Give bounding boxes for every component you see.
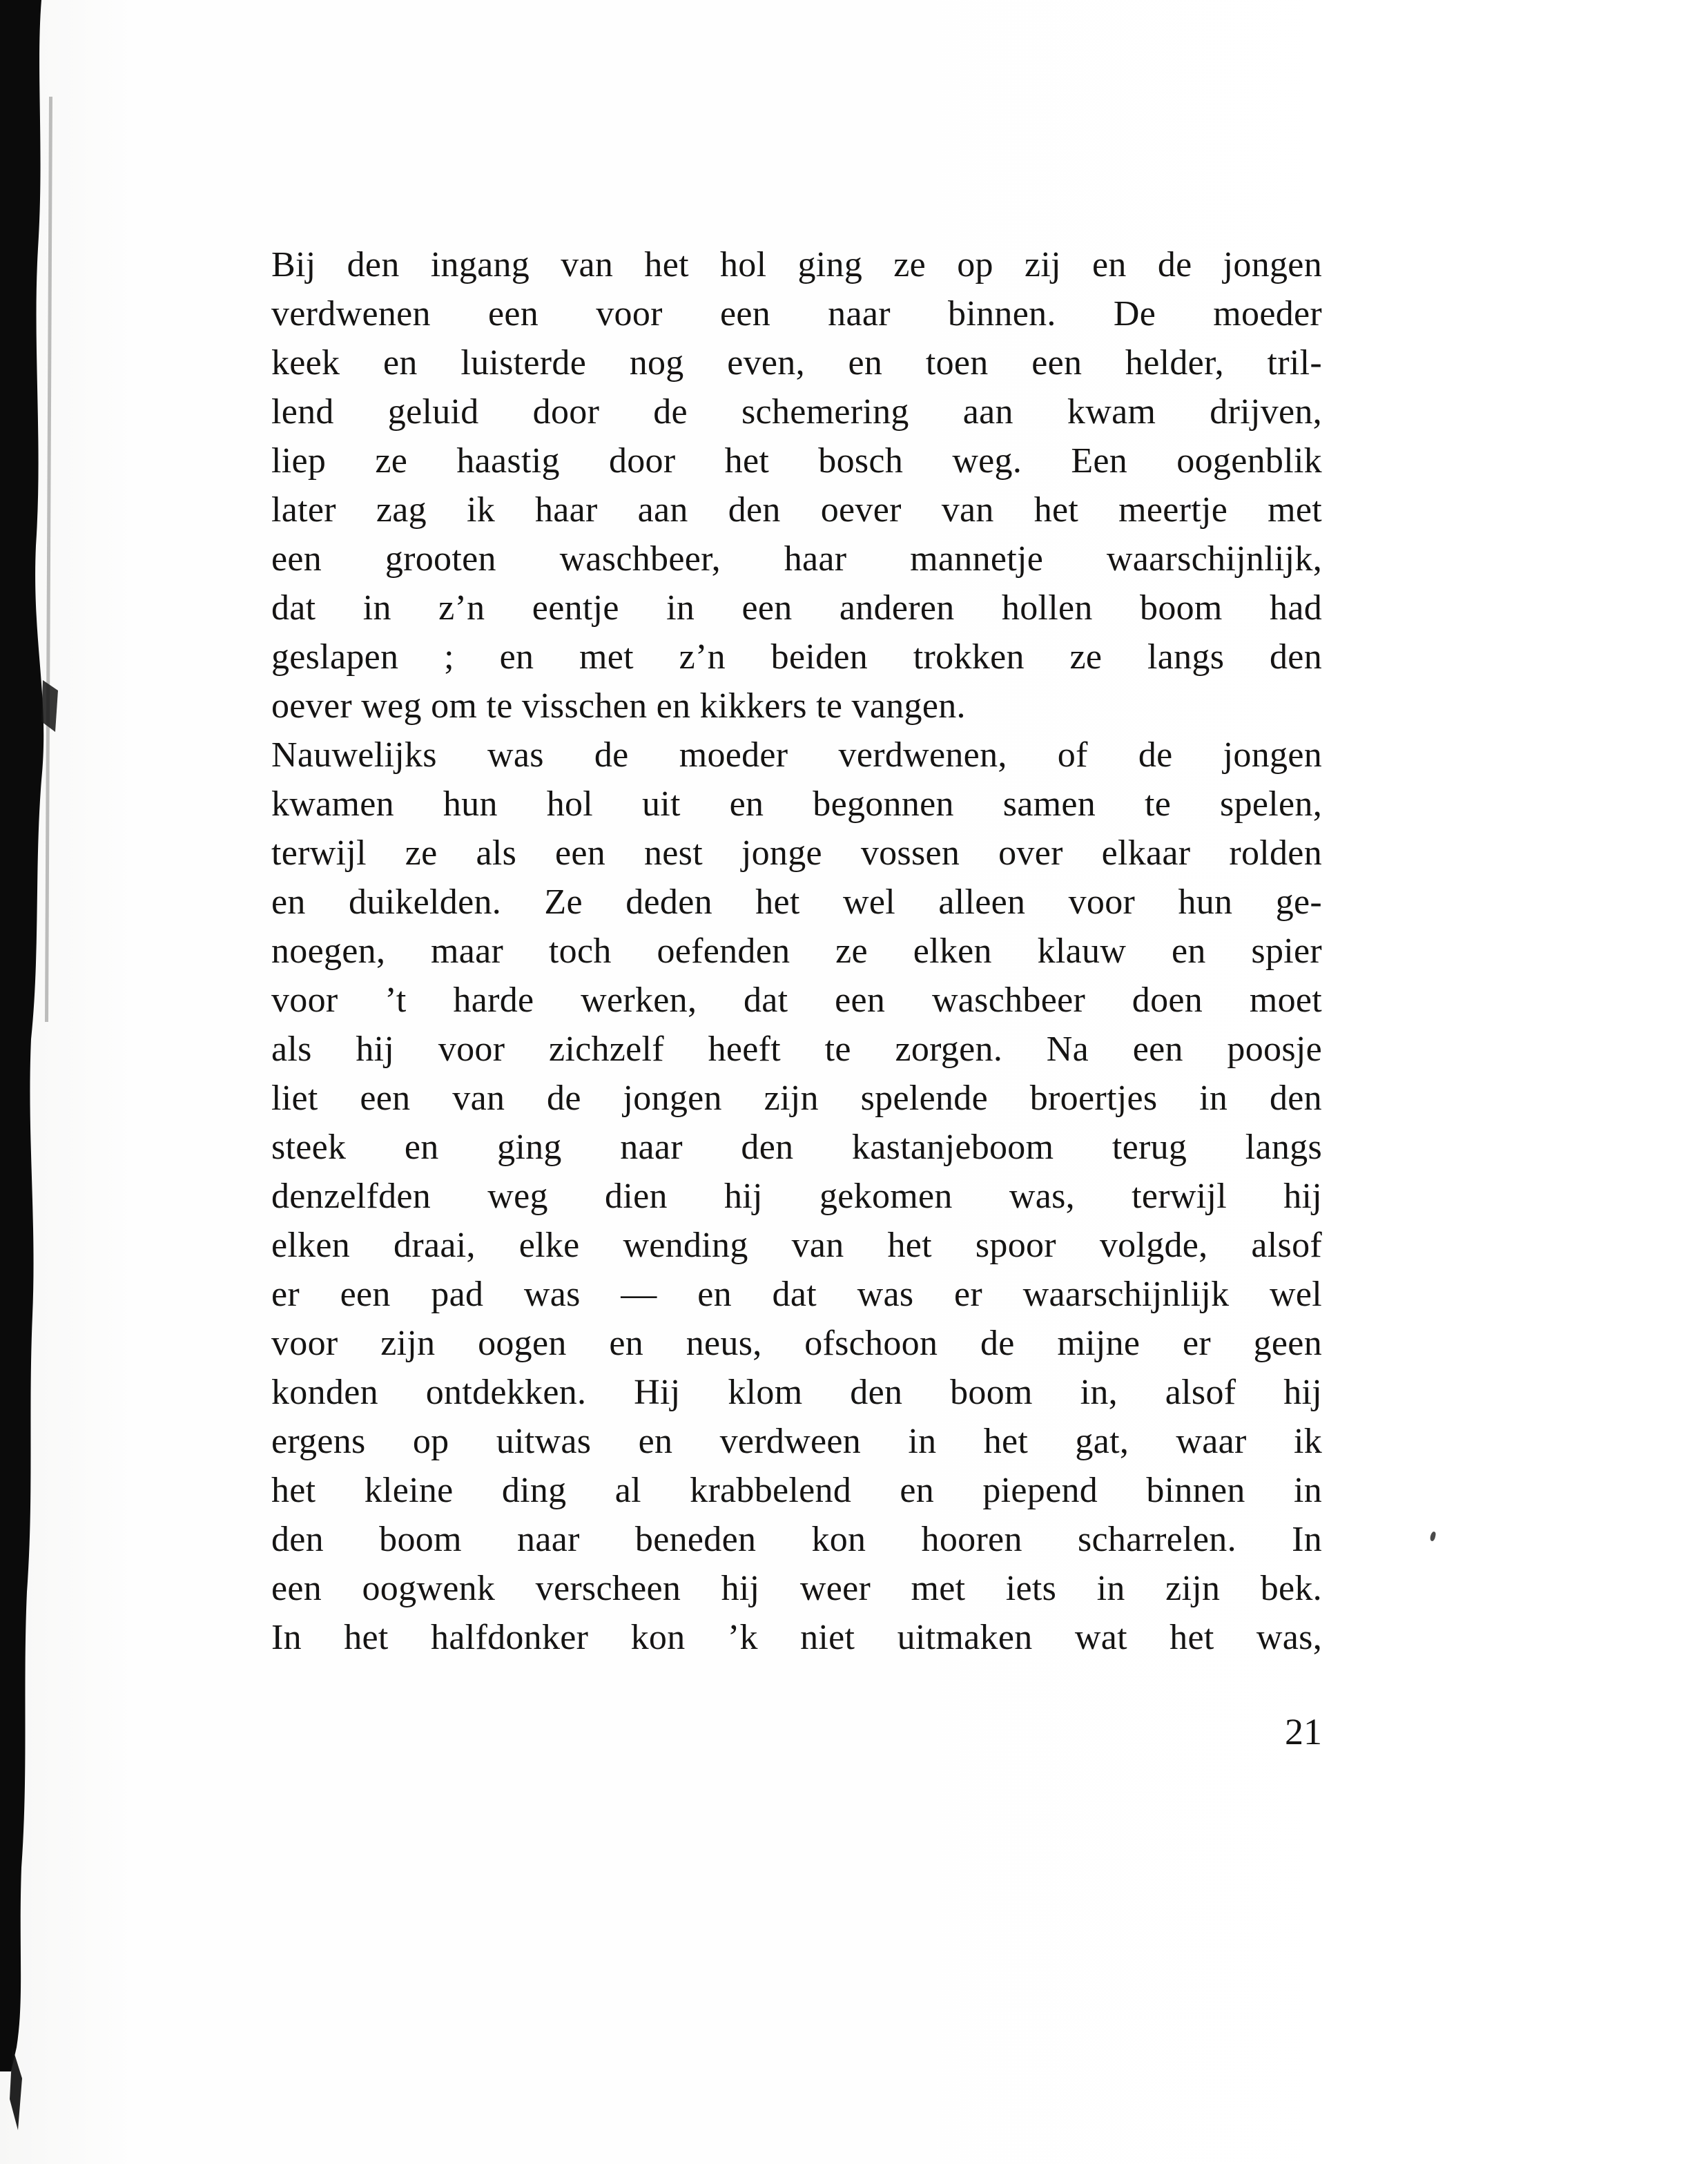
binding-shadow-strip <box>0 0 97 2164</box>
text-line: voor zijn oogen en neus, ofschoon de mijne er geen <box>271 1324 1322 1363</box>
text-line: konden ontdekken. Hij klom den boom in, alsof hij <box>271 1373 1322 1412</box>
text-line: kwamen hun hol uit en begonnen samen te spelen, <box>271 784 1322 824</box>
text-line: een oogwenk verscheen hij weer met iets in zijn bek. <box>271 1569 1322 1608</box>
text-line: geslapen ; en met z’n beiden trokken ze langs den <box>271 637 1322 677</box>
body-text <box>271 240 1322 1662</box>
text-line: voor ’t harde werken, dat een waschbeer doen moet <box>271 980 1322 1020</box>
text-line: een grooten waschbeer, haar mannetje waarschijnlijk, <box>271 539 1322 579</box>
text-line: Bij den ingang van het hol ging ze op zij en de jongen <box>271 245 1322 284</box>
text-line: oever weg om te visschen en kikkers te vangen. <box>271 686 966 726</box>
text-line: dat in z’n eentje in een anderen hollen boom had <box>271 588 1322 628</box>
text-line: In het halfdonker kon ’k niet uitmaken wat het was, <box>271 1618 1322 1657</box>
page-number: 21 <box>1285 1711 1322 1752</box>
text-line: keek en luisterde nog even, en toen een helder, tril- <box>271 343 1322 383</box>
text-line: terwijl ze als een nest jonge vossen over elkaar rolden <box>271 833 1322 873</box>
text-line: later zag ik haar aan den oever van het meertje met <box>271 490 1322 530</box>
text-line: het kleine ding al krabbelend en piepend binnen in <box>271 1471 1322 1510</box>
text-line: noegen, maar toch oefenden ze elken klauw en spier <box>271 931 1322 971</box>
text-line: en duikelden. Ze deden het wel alleen voor hun ge- <box>271 882 1322 922</box>
text-line: er een pad was — en dat was er waarschijnlijk wel <box>271 1275 1322 1314</box>
text-line: lend geluid door de schemering aan kwam drijven, <box>271 392 1322 432</box>
text-line: steek en ging naar den kastanjeboom terug langs <box>271 1128 1322 1167</box>
text-line: denzelfden weg dien hij gekomen was, terwijl hij <box>271 1177 1322 1216</box>
text-line: liep ze haastig door het bosch weg. Een oogenblik <box>271 441 1322 481</box>
text-line: verdwenen een voor een naar binnen. De moeder <box>271 294 1322 334</box>
text-line: den boom naar beneden kon hooren scharrelen. In <box>271 1520 1322 1559</box>
text-line: liet een van de jongen zijn spelende broertjes in den <box>271 1079 1322 1118</box>
text-line: Nauwelijks was de moeder verdwenen, of de jongen <box>271 735 1322 775</box>
text-line: elken draai, elke wending van het spoor volgde, alsof <box>271 1226 1322 1265</box>
scan-speck <box>1430 1531 1437 1541</box>
text-line: ergens op uitwas en verdween in het gat, waar ik <box>271 1422 1322 1461</box>
text-line: als hij voor zichzelf heeft te zorgen. Na een poosje <box>271 1030 1322 1069</box>
